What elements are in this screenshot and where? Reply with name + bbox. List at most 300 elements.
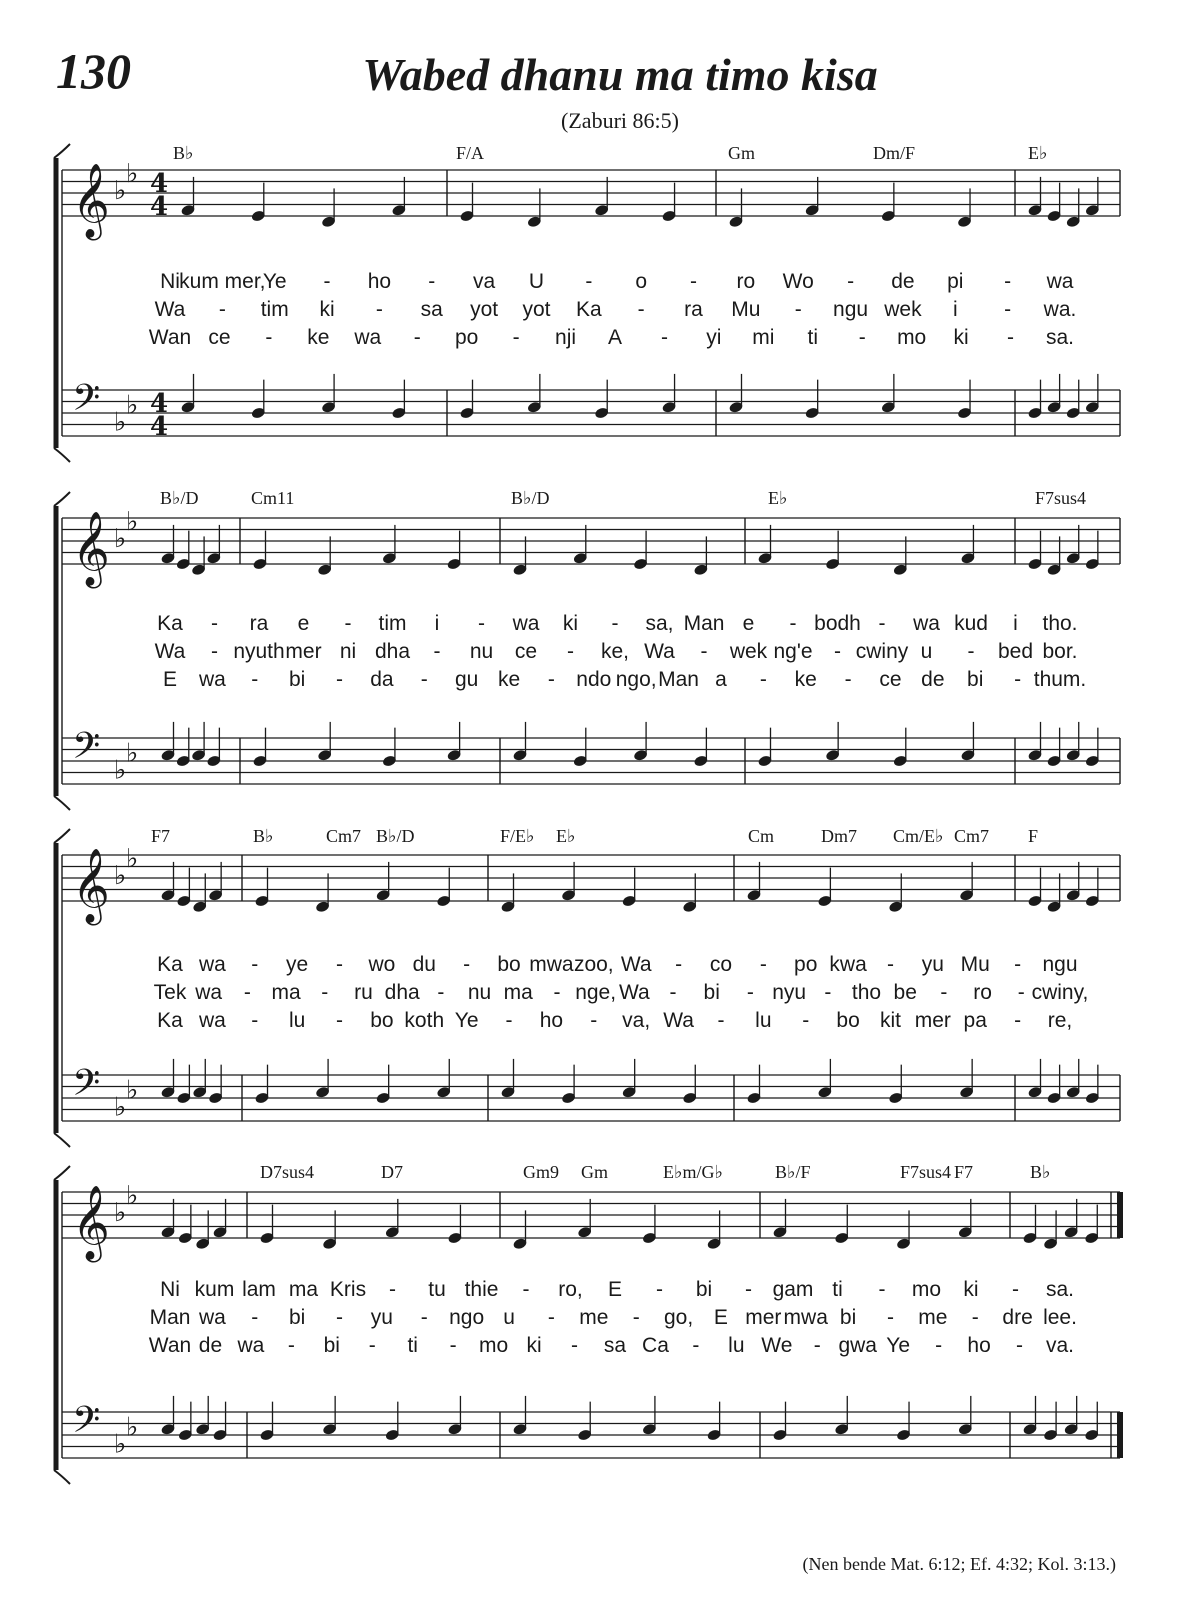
lyric-syllable: bi	[703, 981, 720, 1004]
lyric-syllable: Mu	[960, 953, 990, 976]
lyric-syllable: koth	[404, 1009, 445, 1032]
chord-symbol: F	[1028, 826, 1039, 846]
lyric-syllable: be	[893, 981, 917, 1004]
chord-symbol: Cm/E♭	[893, 826, 944, 846]
lyric-syllable: da	[370, 668, 394, 691]
lyric-syllable: U	[528, 270, 545, 293]
lyric-syllable: We	[761, 1334, 793, 1357]
lyric-syllable: E	[162, 668, 178, 691]
lyric-syllable: go,	[663, 1306, 694, 1329]
bass-clef-icon: 𝄢	[72, 377, 101, 428]
lyric-syllable: yi	[706, 326, 722, 349]
lyric-syllable: po	[794, 953, 818, 976]
syllable-hyphen: -	[420, 668, 428, 691]
lyric-syllable: me	[918, 1306, 948, 1329]
lyric-syllable: zoo,	[573, 953, 614, 976]
lyric-syllable: bor.	[1042, 640, 1078, 663]
flat-icon: ♭	[126, 158, 139, 189]
syllable-hyphen: -	[420, 1306, 428, 1329]
lyric-syllable: E	[607, 1278, 623, 1301]
syllable-hyphen: -	[478, 612, 485, 635]
lyric-syllable: mer	[745, 1306, 782, 1329]
syllable-hyphen: -	[251, 1009, 259, 1032]
syllable-hyphen: -	[656, 1278, 663, 1301]
lyric-syllable: bo	[497, 953, 521, 976]
syllable-hyphen: -	[886, 1306, 894, 1329]
lyric-syllable: ra	[249, 612, 269, 635]
lyric-syllable: ngu	[833, 298, 869, 321]
syllable-hyphen: -	[585, 270, 593, 293]
lyric-syllable: mer	[914, 1009, 951, 1032]
lyric-syllable: ngo	[449, 1306, 485, 1329]
lyric-syllable: ke	[794, 668, 817, 691]
flat-icon: ♭	[126, 1180, 139, 1211]
lyric-syllable: sa	[420, 298, 443, 321]
flat-icon: ♭	[126, 390, 139, 421]
lyric-syllable: wa	[198, 1306, 226, 1329]
lyric-syllable: i	[1013, 612, 1018, 635]
lyric-syllable: Ni	[160, 270, 180, 293]
lyric-syllable: cwiny	[855, 640, 909, 663]
flat-icon: ♭	[126, 843, 139, 874]
syllable-hyphen: -	[692, 1334, 700, 1357]
lyric-syllable: tim	[378, 612, 407, 635]
chord-symbol: E♭m/G♭	[663, 1162, 723, 1182]
lyric-syllable: ng'e	[773, 640, 813, 663]
chord-symbol: B♭	[1030, 1162, 1051, 1182]
lyric-syllable: mer	[285, 640, 322, 663]
lyric-syllable: bi	[695, 1278, 713, 1301]
lyric-syllable: dha	[384, 981, 420, 1004]
chord-symbol: F7	[151, 826, 171, 846]
scripture-reference: (Zaburi 86:5)	[561, 108, 679, 133]
syllable-hyphen: -	[211, 640, 218, 663]
syllable-hyphen: -	[1016, 1334, 1024, 1357]
syllable-hyphen: -	[1004, 298, 1012, 321]
lyric-syllable: E	[713, 1306, 728, 1329]
lyric-syllable: wa	[913, 612, 940, 635]
lyric-syllable: ho	[967, 1334, 991, 1357]
flat-icon: ♭	[114, 176, 127, 206]
lyric-syllable: wa	[354, 326, 382, 349]
flat-icon: ♭	[126, 506, 139, 537]
syllable-hyphen: -	[512, 326, 520, 349]
syllable-hyphen: -	[547, 668, 555, 691]
syllable-hyphen: -	[449, 1334, 457, 1357]
lyric-syllable: dre	[1002, 1306, 1033, 1329]
syllable-hyphen: -	[251, 668, 259, 691]
lyric-syllable: Wa	[644, 640, 675, 663]
lyric-syllable: lee.	[1043, 1306, 1077, 1329]
syllable-hyphen: -	[287, 1334, 295, 1357]
lyric-syllable: ma	[288, 1278, 319, 1301]
hymn-title: Wabed dhanu ma timo kisa	[362, 49, 878, 100]
bass-clef-icon: 𝄢	[72, 725, 101, 776]
lyric-syllable: va,	[622, 1009, 651, 1032]
treble-clef-icon: 𝄞	[72, 849, 110, 923]
lyric-syllable: u	[920, 640, 933, 663]
lyric-syllable: me	[579, 1306, 609, 1329]
lyric-syllable: re,	[1047, 1009, 1073, 1032]
syllable-hyphen: -	[1017, 981, 1025, 1004]
lyric-syllable: nji	[555, 326, 577, 349]
chord-symbol: Cm7	[326, 826, 362, 846]
lyric-syllable: thie	[464, 1278, 499, 1301]
lyric-syllable: ro	[973, 981, 992, 1004]
syllable-hyphen: -	[813, 1334, 821, 1357]
lyric-syllable: Wo	[782, 270, 814, 293]
chord-symbol: D7sus4	[260, 1162, 315, 1182]
lyric-syllable: du	[412, 953, 436, 976]
time-signature: 4	[150, 192, 169, 222]
lyric-syllable: ke	[307, 326, 330, 349]
syllable-hyphen: -	[321, 981, 329, 1004]
syllable-hyphen: -	[847, 270, 855, 293]
lyric-syllable: nu	[469, 640, 494, 663]
lyric-syllable: lu	[728, 1334, 745, 1357]
lyric-syllable: nyuth	[233, 640, 285, 663]
syllable-hyphen: -	[690, 270, 698, 293]
lyric-syllable: pa	[963, 1009, 987, 1032]
syllable-hyphen: -	[802, 1009, 810, 1032]
chord-symbol: Dm/F	[873, 143, 916, 163]
lyric-syllable: bodh	[814, 612, 861, 635]
lyric-syllable: wek	[884, 298, 922, 321]
lyric-syllable: nge,	[575, 981, 617, 1004]
syllable-hyphen: -	[437, 981, 445, 1004]
syllable-hyphen: -	[824, 981, 832, 1004]
chord-symbol: Cm7	[954, 826, 990, 846]
lyric-syllable: ngu	[1042, 953, 1078, 976]
lyric-syllable: mo	[897, 326, 927, 349]
syllable-hyphen: -	[794, 298, 802, 321]
lyric-syllable: ke	[497, 668, 521, 691]
lyric-syllable: i	[952, 298, 958, 321]
chord-symbol: B♭/F	[775, 1162, 811, 1182]
syllable-hyphen: -	[463, 953, 471, 976]
syllable-hyphen: -	[375, 298, 383, 321]
time-signature: 4	[150, 169, 169, 199]
syllable-hyphen: -	[1007, 326, 1015, 349]
flat-icon: ♭	[126, 1075, 139, 1106]
lyric-syllable: wa	[198, 668, 226, 691]
treble-clef-icon: 𝄞	[72, 512, 110, 586]
chord-symbol: F7sus4	[1035, 488, 1087, 508]
lyric-syllable: yot	[470, 298, 499, 321]
lyric-syllable: wa	[237, 1334, 265, 1357]
lyric-syllable: Wa	[618, 981, 650, 1004]
lyric-syllable: ndo	[576, 668, 612, 691]
lyric-syllable: Ni	[160, 1278, 180, 1301]
syllable-hyphen: -	[211, 612, 218, 635]
chord-symbol: Dm7	[821, 826, 857, 846]
syllable-hyphen: -	[1014, 953, 1022, 976]
lyric-syllable: sa.	[1045, 326, 1075, 349]
flat-icon: ♭	[114, 1429, 127, 1460]
lyric-syllable: tho	[851, 981, 882, 1004]
lyric-syllable: cwiny,	[1031, 981, 1089, 1004]
lyric-syllable: mwa	[529, 953, 574, 976]
chord-symbol: F7	[954, 1162, 974, 1182]
lyric-syllable: bed	[997, 640, 1034, 663]
lyric-syllable: ki	[562, 612, 579, 635]
lyric-syllable: Man	[149, 1306, 191, 1329]
syllable-hyphen: -	[1014, 668, 1022, 691]
lyric-syllable: kit	[879, 1009, 901, 1032]
lyric-syllable: va.	[1045, 1334, 1075, 1357]
lyric-syllable: ki	[953, 326, 969, 349]
treble-clef-icon: 𝄞	[72, 1186, 110, 1260]
lyric-syllable: Ka	[157, 953, 183, 976]
lyric-syllable: Mu	[731, 298, 761, 321]
syllable-hyphen: -	[368, 1334, 376, 1357]
lyric-syllable: thum.	[1033, 668, 1087, 691]
lyric-syllable: lu	[755, 1009, 772, 1032]
lyric-syllable: Ka	[575, 298, 602, 321]
lyric-syllable: ro	[736, 270, 756, 293]
syllable-hyphen: -	[336, 1009, 344, 1032]
syllable-hyphen: -	[660, 326, 668, 349]
lyric-syllable: bi	[967, 668, 984, 691]
syllable-hyphen: -	[632, 1306, 640, 1329]
chord-symbol: B♭/D	[160, 488, 199, 508]
chord-symbol: Gm	[728, 143, 755, 163]
lyric-syllable: mo	[479, 1334, 509, 1357]
lyric-syllable: yot	[522, 298, 551, 321]
lyric-syllable: Ye	[262, 270, 287, 293]
lyric-syllable: o	[635, 270, 648, 293]
lyric-syllable: gwa	[838, 1334, 877, 1357]
chord-symbol: E♭	[768, 488, 788, 508]
lyric-syllable: kud	[954, 612, 988, 635]
syllable-hyphen: -	[1014, 1009, 1022, 1032]
syllable-hyphen: -	[745, 1278, 752, 1301]
time-signature: 4	[150, 412, 169, 442]
syllable-hyphen: -	[675, 953, 683, 976]
chord-symbol: B♭/D	[376, 826, 415, 846]
chord-symbol: Gm	[581, 1162, 608, 1182]
lyric-syllable: ma	[271, 981, 301, 1004]
lyric-syllable: sa	[603, 1334, 627, 1357]
lyric-syllable: mwa	[783, 1306, 828, 1329]
chord-symbol: F/E♭	[500, 826, 535, 846]
lyric-syllable: nyu	[772, 981, 807, 1004]
lyric-syllable: va	[473, 270, 496, 293]
flat-icon: ♭	[114, 524, 127, 554]
syllable-hyphen: -	[505, 1009, 513, 1032]
syllable-hyphen: -	[553, 981, 561, 1004]
lyric-syllable: sa.	[1045, 1278, 1075, 1301]
lyric-syllable: ma	[503, 981, 533, 1004]
syllable-hyphen: -	[611, 612, 619, 635]
syllable-hyphen: -	[590, 1009, 598, 1032]
lyric-syllable: e	[742, 612, 755, 635]
cross-references: (Nen bende Mat. 6:12; Ef. 4:32; Kol. 3:13.)	[802, 1554, 1116, 1574]
hymn-number: 130	[56, 43, 131, 99]
chord-symbol: B♭/D	[511, 488, 550, 508]
lyric-syllable: e	[297, 612, 310, 635]
lyric-syllable: Wa	[620, 953, 652, 976]
syllable-hyphen: -	[265, 326, 273, 349]
lyric-syllable: Ka	[157, 612, 183, 635]
syllable-hyphen: -	[789, 612, 797, 635]
syllable-hyphen: -	[834, 640, 841, 663]
lyric-syllable: ye	[286, 953, 309, 976]
syllable-hyphen: -	[878, 612, 886, 635]
lyric-syllable: wa	[198, 1009, 226, 1032]
syllable-hyphen: -	[344, 612, 352, 635]
syllable-hyphen: -	[940, 981, 948, 1004]
lyric-line-verse-2	[0, 1306, 1200, 1332]
flat-icon: ♭	[114, 861, 127, 891]
flat-icon: ♭	[114, 755, 127, 786]
syllable-hyphen: -	[759, 668, 767, 691]
syllable-hyphen: -	[522, 1278, 530, 1301]
syllable-hyphen: -	[759, 953, 767, 976]
chord-symbol: B♭	[173, 143, 194, 163]
syllable-hyphen: -	[886, 953, 894, 976]
chord-symbol: Cm	[748, 826, 775, 846]
bass-clef-icon: 𝄢	[72, 1399, 101, 1450]
syllable-hyphen: -	[336, 1306, 344, 1329]
syllable-hyphen: -	[251, 953, 259, 976]
syllable-hyphen: -	[1004, 270, 1012, 293]
lyric-syllable: ke,	[600, 640, 630, 663]
lyric-syllable: wo	[368, 953, 396, 976]
lyric-syllable: Tek	[153, 981, 187, 1004]
syllable-hyphen: -	[567, 640, 574, 663]
syllable-hyphen: -	[717, 1009, 725, 1032]
lyric-syllable: ti	[407, 1334, 418, 1357]
lyric-syllable: nu	[467, 981, 492, 1004]
lyric-line-verse-1	[0, 1278, 1200, 1304]
lyric-syllable: wa	[1046, 270, 1074, 293]
lyric-syllable: wa	[512, 612, 540, 635]
chord-symbol: F7sus4	[900, 1162, 952, 1182]
lyric-syllable: u	[503, 1306, 515, 1329]
lyric-syllable: Man	[683, 612, 725, 635]
syllable-hyphen: -	[389, 1278, 396, 1301]
chord-symbol: Cm11	[251, 488, 295, 508]
chord-symbol: Gm9	[523, 1162, 559, 1182]
lyric-syllable: ki	[526, 1334, 542, 1357]
lyric-syllable: lam	[242, 1278, 276, 1301]
lyric-syllable: A	[607, 326, 623, 349]
lyric-syllable: wa	[198, 953, 226, 976]
chord-symbol: E♭	[1028, 143, 1048, 163]
syllable-hyphen: -	[336, 953, 344, 976]
lyric-syllable: ti	[832, 1278, 843, 1301]
lyric-syllable: Wa	[663, 1009, 694, 1032]
flat-icon: ♭	[114, 1092, 127, 1123]
lyric-syllable: ce	[879, 668, 902, 691]
syllable-hyphen: -	[251, 1306, 259, 1329]
lyric-syllable: ru	[354, 981, 373, 1004]
syllable-hyphen: -	[858, 326, 866, 349]
lyric-syllable: bi	[323, 1334, 340, 1357]
lyric-syllable: Ca	[642, 1334, 669, 1357]
lyric-syllable: Wan	[148, 326, 192, 349]
flat-icon: ♭	[114, 407, 127, 438]
syllable-hyphen: -	[433, 640, 441, 663]
lyric-syllable: bi	[288, 668, 306, 691]
syllable-hyphen: -	[413, 326, 421, 349]
lyric-syllable: de	[198, 1334, 223, 1357]
syllable-hyphen: -	[935, 1334, 943, 1357]
lyric-syllable: sa,	[645, 612, 674, 635]
treble-clef-icon: 𝄞	[72, 164, 110, 238]
lyric-syllable: co	[709, 953, 733, 976]
lyric-syllable: Kris	[329, 1278, 367, 1301]
syllable-hyphen: -	[1012, 1278, 1019, 1301]
lyric-syllable: yu	[370, 1306, 393, 1329]
lyric-syllable: ki	[963, 1278, 979, 1301]
lyric-syllable: tim	[260, 298, 289, 321]
chord-symbol: F/A	[456, 143, 485, 163]
lyric-syllable: gam	[772, 1278, 814, 1301]
lyric-syllable: Man	[658, 668, 699, 691]
flat-icon: ♭	[126, 738, 139, 769]
syllable-hyphen: -	[428, 270, 436, 293]
lyric-syllable: wa.	[1043, 298, 1077, 321]
syllable-hyphen: -	[700, 640, 708, 663]
lyric-syllable: wek	[729, 640, 768, 663]
lyric-syllable: ce	[208, 326, 231, 349]
lyric-syllable: de	[891, 270, 915, 293]
syllable-hyphen: -	[967, 640, 975, 663]
syllable-hyphen: -	[571, 1334, 579, 1357]
lyric-syllable: kum mer,	[179, 270, 266, 293]
chord-symbol: B♭	[253, 826, 274, 846]
lyric-syllable: kum	[194, 1278, 235, 1301]
lyric-syllable: lu	[288, 1009, 306, 1032]
lyric-syllable: ki	[319, 298, 335, 321]
lyric-syllable: bi	[839, 1306, 857, 1329]
chord-symbol: D7	[381, 1162, 403, 1182]
lyric-syllable: ro,	[558, 1278, 583, 1301]
syllable-hyphen: -	[971, 1306, 979, 1329]
syllable-hyphen: -	[336, 668, 344, 691]
lyric-syllable: ce	[514, 640, 538, 663]
flat-icon: ♭	[114, 1198, 127, 1228]
syllable-hyphen: -	[218, 298, 226, 321]
lyric-syllable: a	[715, 668, 727, 691]
lyric-syllable: wa	[195, 981, 223, 1004]
syllable-hyphen: -	[637, 298, 645, 321]
chord-symbol: E♭	[556, 826, 576, 846]
lyric-syllable: mo	[911, 1278, 942, 1301]
syllable-hyphen: -	[746, 981, 754, 1004]
lyric-syllable: tho.	[1042, 612, 1078, 635]
lyric-syllable: bo	[370, 1009, 394, 1032]
syllable-hyphen: -	[323, 270, 331, 293]
lyric-syllable: Ye	[454, 1009, 479, 1032]
lyric-syllable: ra	[684, 298, 703, 321]
syllable-hyphen: -	[669, 981, 677, 1004]
lyric-syllable: Ye	[886, 1334, 911, 1357]
lyric-syllable: i	[434, 612, 440, 635]
lyric-syllable: bo	[836, 1009, 860, 1032]
lyric-syllable: yu	[921, 953, 944, 976]
lyric-syllable: Wa	[154, 640, 186, 663]
lyric-syllable: Wan	[148, 1334, 192, 1357]
lyric-syllable: bi	[288, 1306, 306, 1329]
syllable-hyphen: -	[243, 981, 251, 1004]
bass-clef-icon: 𝄢	[72, 1062, 101, 1113]
lyric-syllable: ngo,	[615, 668, 657, 691]
time-signature: 4	[150, 389, 169, 419]
lyric-syllable: ni	[339, 640, 357, 663]
